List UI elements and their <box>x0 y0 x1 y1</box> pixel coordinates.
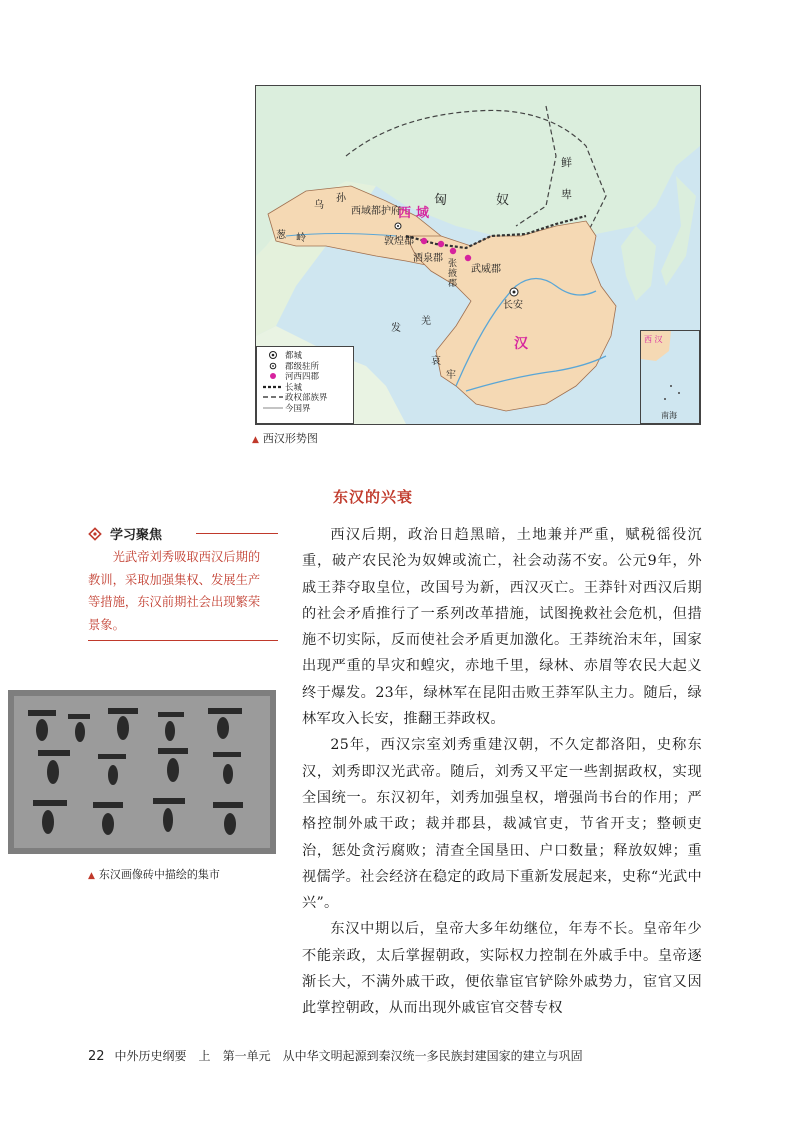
label-xianbei-2: 卑 <box>561 188 572 201</box>
commandery-icon <box>261 361 285 371</box>
label-zhangye-2: 掖 <box>448 269 458 279</box>
focus-divider-bottom <box>88 640 278 641</box>
label-lao: 牢 <box>446 370 456 381</box>
unit-title: 从中华文明起源到秦汉统一多民族封建国家的建立与巩固 <box>282 1049 583 1063</box>
jiuquan-dot <box>438 241 444 247</box>
paragraph-3: 东汉中期以后，皇帝大多年幼继位，年寿不长。皇帝年少不能亲政，太后掌握朝政，实际权力控制在外戚手中。皇帝逐渐长大，不满外戚干政，便依靠宦官铲除外戚势力，宦官又因此掌控朝政，从而出现外戚宦官交替专权 <box>302 921 702 1017</box>
western-han-map <box>255 85 701 425</box>
unit-label: 第一单元 <box>222 1049 271 1063</box>
market-brick-image <box>8 690 276 854</box>
label-qiang: 羌 <box>421 316 431 327</box>
wuwei-dot <box>465 255 471 261</box>
label-changan: 长安 <box>503 300 523 311</box>
label-fa: 发 <box>391 323 401 334</box>
legend-row-hexi <box>261 371 349 382</box>
focus-heading <box>88 524 162 543</box>
legend-label: 都城 <box>285 351 303 362</box>
label-wuwei: 武威郡 <box>471 264 501 275</box>
zhangye-dot <box>450 248 456 254</box>
south-sea-inset <box>640 330 700 424</box>
label-xianbei-1: 鲜 <box>561 156 572 169</box>
caption-triangle-icon: ▲ <box>252 435 259 445</box>
legend-label: 今国界 <box>285 403 311 414</box>
map-caption <box>252 430 318 446</box>
legend-label: 政权部族界 <box>285 393 328 404</box>
legend-row-modern <box>261 403 349 414</box>
han-territory <box>406 221 616 411</box>
modern-border-icon <box>261 404 285 412</box>
inset-sea-label: 南海 <box>661 411 677 420</box>
paragraph-1: 西汉后期，政治日趋黑暗，土地兼并严重，赋税徭役沉重，破产农民沦为奴婢或流亡，社会动荡不安。公元9年，外戚王莽夺取皇位，改国号为新，西汉灭亡。王莽针对西汉后期的社会矛盾推行了一系列改革措施，试图挽救社会危机，但措施不切实际，反而使社会矛盾更加激化。王莽统治末年，国家出现严重的旱灾和蝗灾，赤地千里，绿林、赤眉等农民大起义终于爆发。23年，绿林军在昆阳击败王莽军队主力。随后，绿林军攻入长安，推翻王莽政权。 <box>302 527 702 728</box>
label-congling-2: 岭 <box>296 233 306 244</box>
legend-label: 长城 <box>285 382 303 393</box>
label-xiyu-duhufu: 西域都护府 <box>351 206 401 217</box>
label-jiuquan: 酒泉郡 <box>413 253 443 264</box>
map-caption-text: 西汉形势图 <box>262 432 318 445</box>
focus-divider-top <box>196 533 278 534</box>
label-xiongnu-2: 奴 <box>496 193 510 208</box>
wall-icon <box>261 383 285 391</box>
focus-text <box>88 546 272 636</box>
caption-triangle-icon: ▲ <box>88 871 95 881</box>
paragraph-2: 25年，西汉宗室刘秀重建汉朝，不久定都洛阳，史称东汉，刘秀即汉光武帝。随后，刘秀又平定一些割据政权，实现全国统一。东汉初年，刘秀加强皇权，增强尚书台的作用；严格控制外戚干政；裁并郡县，裁减官吏，节省开支；整顿吏治，惩处贪污腐败；清查全国垦田、户口数量；释放奴婢；重视儒学。社会经济在稳定的政局下重新发展起来，史称“光武中兴”。 <box>302 737 702 912</box>
focus-text-content: 光武帝刘秀吸取西汉后期的教训，采取加强集权、发展生产等措施，东汉前期社会出现繁荣景象。 <box>88 550 261 632</box>
brick-rubbing-graphic <box>8 690 276 854</box>
label-wusun-2: 孙 <box>336 193 346 204</box>
border-line-icon <box>261 393 285 401</box>
label-xiongnu-1: 匈 <box>434 193 448 208</box>
label-han: 汉 <box>514 336 528 352</box>
section-title: 东汉的兴衰 <box>333 488 414 506</box>
legend-label: 河西四郡 <box>285 372 320 383</box>
label-ai: 哀 <box>431 356 441 367</box>
brick-caption <box>88 866 220 882</box>
map-legend <box>256 346 354 424</box>
label-xiyu-1: 西 <box>398 206 412 221</box>
body-text <box>302 522 702 1022</box>
korean-peninsula <box>621 226 656 301</box>
legend-label: 郡级驻所 <box>285 361 320 372</box>
japan-islands <box>661 176 696 286</box>
label-zhangye-1: 张 <box>448 259 458 269</box>
label-dunhuang: 敦煌郡 <box>384 236 414 247</box>
label-wusun-1: 乌 <box>314 200 324 211</box>
book-title: 中外历史纲要 上 <box>114 1049 211 1063</box>
page-footer <box>88 1047 583 1064</box>
label-xiyu-2: 域 <box>416 206 430 221</box>
dunhuang-dot <box>421 238 427 244</box>
focus-diamond-icon <box>88 527 102 541</box>
focus-heading-text: 学习聚焦 <box>110 528 163 543</box>
brick-caption-text: 东汉画像砖中描绘的集市 <box>98 868 220 881</box>
hexi-dot-icon <box>261 371 285 381</box>
page-number: 22 <box>88 1049 105 1064</box>
label-congling-1: 葱 <box>276 230 286 241</box>
inset-title: 西 汉 <box>644 335 663 344</box>
label-zhangye-3: 郡 <box>448 279 458 289</box>
capital-icon <box>261 350 285 360</box>
